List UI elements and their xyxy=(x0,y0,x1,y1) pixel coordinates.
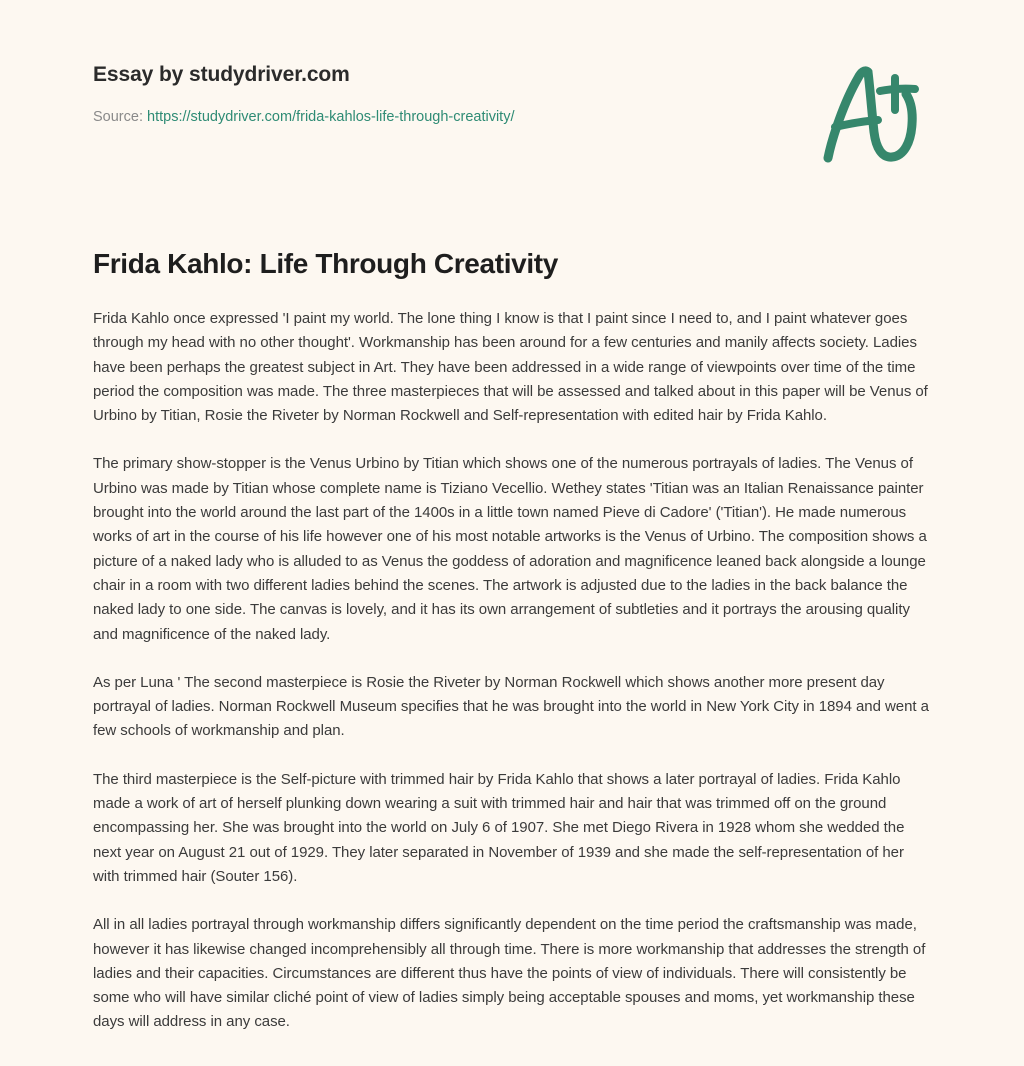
page-title: Frida Kahlo: Life Through Creativity xyxy=(93,248,558,279)
article-body xyxy=(93,307,931,1035)
source-line xyxy=(93,108,733,127)
article-paragraph: The third masterpiece is the Self-picture with trimmed hair by Frida Kahlo that shows a later portrayal of ladies. Frida Kahlo made a work of art of herself plunking down wearing a suit with trimmed hair and hair that was trimmed off on the ground encompassing her. She was brought into the world on July 6 of 1907. She met Diego Rivera in 1928 whom she wedded the next year on August 21 out of 1929. They later separated in November of 1939 and she made the self-representation of her with trimmed hair (Souter 156). xyxy=(93,770,905,885)
page-header xyxy=(0,0,1024,200)
a-plus-logo-icon xyxy=(812,58,930,170)
source-url-link[interactable]: https://studydriver.com/frida-kahlos-life-through-creativity/ xyxy=(147,109,515,126)
source-label: Source: xyxy=(93,109,143,126)
brand-block xyxy=(93,62,733,127)
article-paragraph: All in all ladies portrayal through workmanship differs significantly dependent on the time period the craftsmanship was made, however it has likewise changed incomprehensibly all through time. There is more workmanship that addresses the strength of ladies and their capacities. Circumstances are different thus have the points of view of individuals. There will consistently be some who will have similar cliché point of view of ladies simply being acceptable spouses and moms, yet workmanship these days will address in any case. xyxy=(93,916,926,1031)
article-paragraph: The primary show-stopper is the Venus Urbino by Titian which shows one of the numerous portrayals of ladies. The Venus of Urbino was made by Titian whose complete name is Tiziano Vecellio. Wethey states 'Titian was an Italian Renaissance painter brought into the world around the last part of the 1400s in a little town named Pieve di Cadore' ('Titian'). He made numerous works of art in the course of his life however one of his most notable artworks is the Venus of Urbino. The composition shows a picture of a naked lady who is alluded to as Venus the goddess of adoration and magnificence leaned back alongside a lounge chair in a room with two different ladies behind the scenes. The artwork is adjusted due to the ladies in the back balance the naked lady to one side. The canvas is lovely, and it has its own arrangement of subtleties and it portrays the arousing quality and magnificence of the naked lady. xyxy=(93,455,927,643)
a-plus-logo-glyph xyxy=(812,58,930,170)
article-paragraph: As per Luna ' The second masterpiece is Rosie the Riveter by Norman Rockwell which shows another more present day portrayal of ladies. Norman Rockwell Museum specifies that he was brought into the world in New York City in 1894 and went a few schools of workmanship and plan. xyxy=(93,673,929,740)
article xyxy=(93,246,931,1035)
article-paragraph: Frida Kahlo once expressed 'I paint my world. The lone thing I know is that I paint since I need to, and I paint whatever goes through my head with no other thought'. Workmanship has been around for a few centuries and manily affects society. Ladies have been perhaps the greatest subject in Art. They have been addressed in a wide range of viewpoints over time of the time period the composition was made. The three masterpieces that will be assessed and talked about in this paper will be Venus of Urbino by Titian, Rosie the Riveter by Norman Rockwell and Self-representation with edited hair by Frida Kahlo. xyxy=(93,310,928,425)
brand-title: Essay by studydriver.com xyxy=(93,63,350,86)
